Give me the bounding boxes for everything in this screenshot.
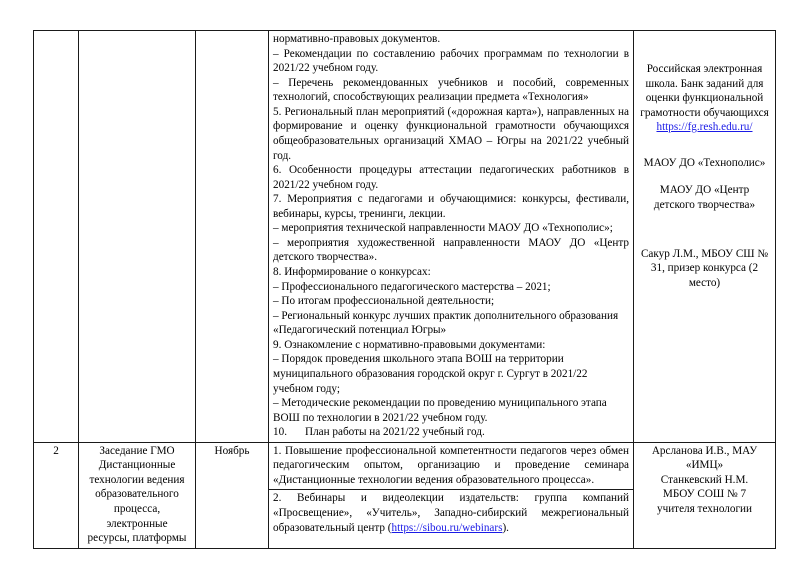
content-cell <box>269 31 634 443</box>
list-text: План работы на 2021/22 учебный год. <box>305 426 485 439</box>
event-name <box>79 31 195 34</box>
responsible-line: Станкевский Н.М. <box>660 473 749 486</box>
list-number: 10. <box>273 426 287 439</box>
responsible-block <box>634 443 775 519</box>
responsible-line: МАОУ ДО «Технополис» <box>643 156 766 169</box>
row-number <box>34 31 78 34</box>
event-name-line: образовательного <box>95 488 179 501</box>
content-item-2-post: ). <box>502 521 509 534</box>
responsible-line: Российская электронная школа. Банк заданий для оценки функциональной грамотности обучающихся <box>640 63 769 119</box>
content-line: 9. Ознакомление с нормативно-правовыми документами: <box>273 338 546 351</box>
content-line: – По итогам профессиональной деятельности; <box>273 295 495 308</box>
spacer <box>638 32 771 62</box>
event-name-cell <box>79 31 196 443</box>
term: Ноябрь <box>214 444 250 457</box>
row-number-cell <box>34 31 79 443</box>
responsible-line: МБОУ СОШ № 7 <box>662 488 747 501</box>
responsible-cell <box>634 31 776 443</box>
event-name-line: процесса, <box>113 503 161 515</box>
row-number-cell <box>34 442 79 548</box>
responsible-link-wrap <box>638 120 771 135</box>
content-subtable <box>269 443 633 537</box>
content-line: – Порядок проведения школьного этапа ВОШ на территории муниципального образования городской округ г. Сургут в 2021/22 учебном году; <box>273 353 588 395</box>
content-line: – Рекомендации по составлению рабочих программам по технологии в 2021/22 учебном году. <box>273 47 629 75</box>
content-line: 5. Региональный план мероприятий («дорожная карта»), направленных на формирование и оценку функциональной грамотности обучающихся общеобразовательных организаций ХМАО – Югры на 2021/22 учебный год. <box>273 105 629 162</box>
responsible-line: МАОУ ДО «Центр детского творчества» <box>653 184 756 211</box>
content-line: – Региональный конкурс лучших практик дополнительного образования «Педагогический потенциал Югры» <box>273 309 619 337</box>
responsible-line: Сакур Л.М., МБОУ СШ № 31, призер конкурса (2 место) <box>640 247 769 289</box>
spacer <box>638 234 771 247</box>
event-name-line: Заседание ГМО <box>99 444 175 457</box>
table-row <box>34 442 776 548</box>
resh-link[interactable]: https://fg.resh.edu.ru/ <box>656 121 753 134</box>
plan-table <box>33 30 776 549</box>
content-line: – мероприятия технической направленности МАОУ ДО «Технополис»; <box>273 222 613 235</box>
responsible-block <box>634 31 775 292</box>
row-number: 2 <box>53 444 59 457</box>
content-line: нормативно-правовых документов. <box>273 33 441 45</box>
event-name-line: технологии ведения <box>89 473 185 486</box>
responsible-line: учителя технологии <box>656 503 753 515</box>
content-subrow <box>269 490 633 537</box>
content-cell <box>269 442 634 548</box>
term-cell <box>196 442 269 548</box>
event-name-block <box>79 443 195 548</box>
content-line: – Профессионального педагогического мастерства – 2021; <box>273 280 551 293</box>
event-name-line: Дистанционные <box>98 459 176 472</box>
responsible-cell <box>634 442 776 548</box>
event-name-cell <box>79 442 196 548</box>
content-line: – мероприятия художественной направленности МАОУ ДО «Центр детского творчества». <box>273 236 629 264</box>
spacer <box>638 170 771 183</box>
spacer <box>638 135 771 156</box>
sibou-link[interactable]: https://sibou.ru/webinars <box>391 521 503 534</box>
content-line: 8. Информирование о конкурсах: <box>273 266 431 278</box>
content-line-numbered <box>273 425 629 440</box>
term <box>196 31 268 34</box>
event-name-line: электронные <box>106 517 168 530</box>
event-name-line: ресурсы, платформы <box>87 532 187 545</box>
term-cell <box>196 31 269 443</box>
content-block <box>269 31 633 442</box>
content-item-2-pre: 2. Вебинары и видеолекции издательств: группа компаний «Просвещение», «Учитель», Западно-сибирский межрегиональный образовательный центр ( <box>273 492 629 534</box>
content-line: – Методические рекомендации по проведению муниципального этапа ВОШ по технологии в 2021/22 учебном году. <box>273 397 607 424</box>
content-item-1: 1. Повышение профессиональной компетентности педагогов через обмен педагогическим опытом, организацию и проведение семинара «Дистанционные технологии ведения образовательного процесса». <box>269 443 633 490</box>
content-line: – Перечень рекомендованных учебников и пособий, современных технологий, способствующих реализации предмета «Технология» <box>273 76 629 104</box>
content-line: 7. Мероприятия с педагогами и обучающимися: конкурсы, фестивали, вебинары, курсы, тренинги, лекции. <box>273 193 629 220</box>
content-subrow <box>269 443 633 490</box>
content-line: 6. Особенности процедуры аттестации педагогических работников в 2021/22 учебном году. <box>273 164 629 191</box>
spacer <box>638 213 771 234</box>
content-item-2 <box>269 490 633 537</box>
responsible-line: Арсланова И.В., МАУ «ИМЦ» <box>651 444 758 472</box>
table-row <box>34 31 776 443</box>
